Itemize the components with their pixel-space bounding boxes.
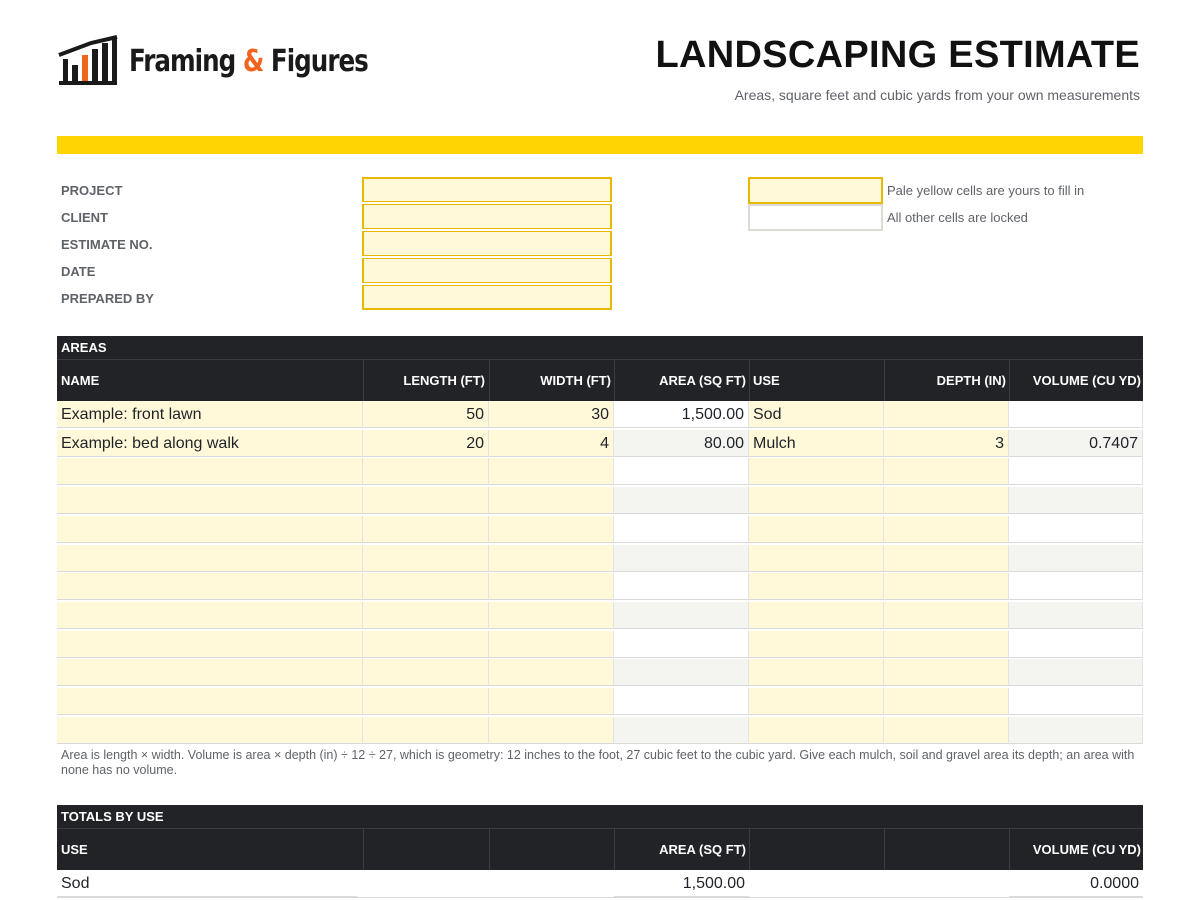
table-row — [57, 870, 1143, 898]
col-header-volume: VOLUME (CU YD) — [1032, 373, 1141, 388]
use-cell[interactable]: Sod — [749, 401, 884, 428]
name-cell[interactable] — [57, 545, 363, 572]
depth-cell[interactable] — [884, 717, 1009, 744]
volume-cell — [1009, 573, 1143, 600]
col-divider — [1009, 360, 1010, 401]
totals-volume-cell: 0.0000 — [1009, 870, 1143, 897]
name-cell[interactable] — [57, 573, 363, 600]
volume-cell — [1009, 516, 1143, 543]
col-divider — [614, 829, 615, 870]
area-cell: 1,500.00 — [614, 401, 749, 428]
area-cell — [614, 516, 749, 543]
length-cell[interactable] — [363, 631, 489, 658]
client-label: CLIENT — [61, 210, 108, 225]
totals-area-cell: 1,500.00 — [614, 870, 749, 897]
area-cell — [614, 545, 749, 572]
width-cell[interactable] — [489, 573, 614, 600]
legend-editable-text: Pale yellow cells are yours to fill in — [887, 183, 1085, 198]
col-divider — [749, 829, 750, 870]
table-row — [57, 717, 1143, 745]
table-row — [57, 659, 1143, 687]
depth-cell[interactable] — [884, 516, 1009, 543]
col-header-depth: DEPTH (IN) — [936, 373, 1006, 388]
name-cell[interactable] — [57, 602, 363, 629]
project-label: PROJECT — [61, 183, 123, 198]
width-cell[interactable] — [489, 487, 614, 514]
page-subtitle: Areas, square feet and cubic yards from your own measurements — [734, 87, 1140, 103]
legend-locked-text: All other cells are locked — [887, 210, 1028, 225]
length-cell[interactable]: 20 — [363, 430, 489, 457]
table-row — [57, 573, 1143, 601]
areas-title: AREAS — [61, 340, 107, 355]
estimate-no-label: ESTIMATE NO. — [61, 237, 153, 252]
client-input[interactable] — [362, 204, 612, 229]
use-cell[interactable] — [749, 573, 884, 600]
name-cell[interactable] — [57, 688, 363, 715]
width-cell[interactable] — [489, 545, 614, 572]
col-divider — [614, 360, 615, 401]
area-cell: 80.00 — [614, 430, 749, 457]
length-cell[interactable] — [363, 602, 489, 629]
length-cell[interactable] — [363, 717, 489, 744]
estimate-no-input[interactable] — [362, 231, 612, 256]
name-cell[interactable] — [57, 717, 363, 744]
table-row — [57, 458, 1143, 486]
brand-ampersand: & — [242, 43, 264, 79]
col-header-area: AREA (SQ FT) — [659, 373, 746, 388]
area-cell — [614, 659, 749, 686]
depth-cell[interactable] — [884, 688, 1009, 715]
length-cell[interactable] — [363, 458, 489, 485]
totals-header-divider — [57, 828, 1143, 829]
brand-logo — [57, 34, 420, 88]
volume-cell — [1009, 401, 1143, 428]
totals-use-cell: Sod — [57, 870, 357, 897]
use-cell[interactable] — [749, 717, 884, 744]
brand-name — [129, 44, 368, 79]
length-cell[interactable] — [363, 487, 489, 514]
bar-chart-icon — [57, 35, 119, 87]
table-row — [57, 487, 1143, 515]
totals-col-header-area: AREA (SQ FT) — [659, 842, 746, 857]
depth-cell[interactable] — [884, 401, 1009, 428]
col-divider — [489, 360, 490, 401]
col-divider — [363, 360, 364, 401]
volume-cell — [1009, 631, 1143, 658]
volume-cell — [1009, 545, 1143, 572]
legend-locked-swatch — [748, 204, 883, 231]
length-cell[interactable] — [363, 688, 489, 715]
use-cell[interactable] — [749, 631, 884, 658]
row-divider — [57, 897, 1143, 898]
depth-cell[interactable] — [884, 631, 1009, 658]
col-header-use: USE — [753, 373, 780, 388]
area-cell — [614, 688, 749, 715]
width-cell[interactable]: 30 — [489, 401, 614, 428]
col-divider — [1009, 829, 1010, 870]
brand-name-part1: Framing — [129, 43, 236, 79]
volume-cell — [1009, 717, 1143, 744]
depth-cell[interactable] — [884, 602, 1009, 629]
col-divider — [884, 360, 885, 401]
date-label: DATE — [61, 264, 96, 279]
depth-cell[interactable] — [884, 659, 1009, 686]
length-cell[interactable] — [363, 545, 489, 572]
use-cell[interactable] — [749, 659, 884, 686]
col-divider — [489, 829, 490, 870]
use-cell[interactable]: Mulch — [749, 430, 884, 457]
totals-col-header-volume: VOLUME (CU YD) — [1032, 842, 1141, 857]
table-row — [57, 401, 1143, 429]
table-row — [57, 602, 1143, 630]
volume-cell — [1009, 458, 1143, 485]
length-cell[interactable] — [363, 573, 489, 600]
name-cell[interactable] — [57, 631, 363, 658]
col-divider — [884, 829, 885, 870]
length-cell[interactable] — [363, 516, 489, 543]
depth-cell[interactable] — [884, 458, 1009, 485]
length-cell[interactable]: 50 — [363, 401, 489, 428]
totals-header — [57, 805, 1143, 870]
use-cell[interactable] — [749, 602, 884, 629]
legend-editable-swatch — [748, 177, 883, 204]
width-cell[interactable]: 4 — [489, 430, 614, 457]
totals-col-header-use: USE — [61, 842, 88, 857]
col-header-width: WIDTH (FT) — [540, 373, 611, 388]
col-header-name: NAME — [61, 373, 100, 388]
width-cell[interactable] — [489, 458, 614, 485]
width-cell[interactable] — [489, 688, 614, 715]
calculation-note: Area is length × width. Volume is area × depth (in) ÷ 12 ÷ 27, which is geometry: 12 inches to the foot, 27 cubic feet to the cubic yard. Give each mulch, soil and gravel area its depth; an area with none has no volume. — [61, 748, 1135, 777]
project-input[interactable] — [362, 177, 612, 202]
accent-bar — [57, 136, 1143, 154]
areas-header-divider — [57, 359, 1143, 360]
volume-cell — [1009, 659, 1143, 686]
page-title: LANDSCAPING ESTIMATE — [655, 34, 1140, 76]
col-header-length: LENGTH (FT) — [403, 373, 485, 388]
date-input[interactable] — [362, 258, 612, 283]
name-cell[interactable] — [57, 458, 363, 485]
prepared-by-input[interactable] — [362, 285, 612, 310]
area-cell — [614, 487, 749, 514]
depth-cell[interactable] — [884, 573, 1009, 600]
totals-title: TOTALS BY USE — [61, 809, 164, 824]
table-row — [57, 516, 1143, 544]
name-cell[interactable] — [57, 516, 363, 543]
area-cell — [614, 631, 749, 658]
brand-name-part2: Figures — [270, 43, 368, 79]
name-cell[interactable]: Example: bed along walk — [57, 430, 363, 457]
use-cell[interactable] — [749, 458, 884, 485]
table-row — [57, 545, 1143, 573]
table-row — [57, 688, 1143, 716]
table-row — [57, 631, 1143, 659]
volume-cell — [1009, 688, 1143, 715]
name-cell[interactable] — [57, 659, 363, 686]
depth-cell[interactable]: 3 — [884, 430, 1009, 457]
col-divider — [749, 360, 750, 401]
width-cell[interactable] — [489, 602, 614, 629]
prepared-by-label: PREPARED BY — [61, 291, 154, 306]
area-cell — [614, 458, 749, 485]
volume-cell — [1009, 602, 1143, 629]
use-cell[interactable] — [749, 545, 884, 572]
volume-cell: 0.7407 — [1009, 430, 1143, 457]
table-row — [57, 430, 1143, 458]
col-divider — [363, 829, 364, 870]
width-cell[interactable] — [489, 659, 614, 686]
use-cell[interactable] — [749, 688, 884, 715]
width-cell[interactable] — [489, 631, 614, 658]
width-cell[interactable] — [489, 717, 614, 744]
areas-header — [57, 336, 1143, 401]
length-cell[interactable] — [363, 659, 489, 686]
use-cell[interactable] — [749, 516, 884, 543]
area-cell — [614, 717, 749, 744]
name-cell[interactable]: Example: front lawn — [57, 401, 363, 428]
use-cell[interactable] — [749, 487, 884, 514]
area-cell — [614, 573, 749, 600]
area-cell — [614, 602, 749, 629]
name-cell[interactable] — [57, 487, 363, 514]
volume-cell — [1009, 487, 1143, 514]
width-cell[interactable] — [489, 516, 614, 543]
depth-cell[interactable] — [884, 545, 1009, 572]
depth-cell[interactable] — [884, 487, 1009, 514]
